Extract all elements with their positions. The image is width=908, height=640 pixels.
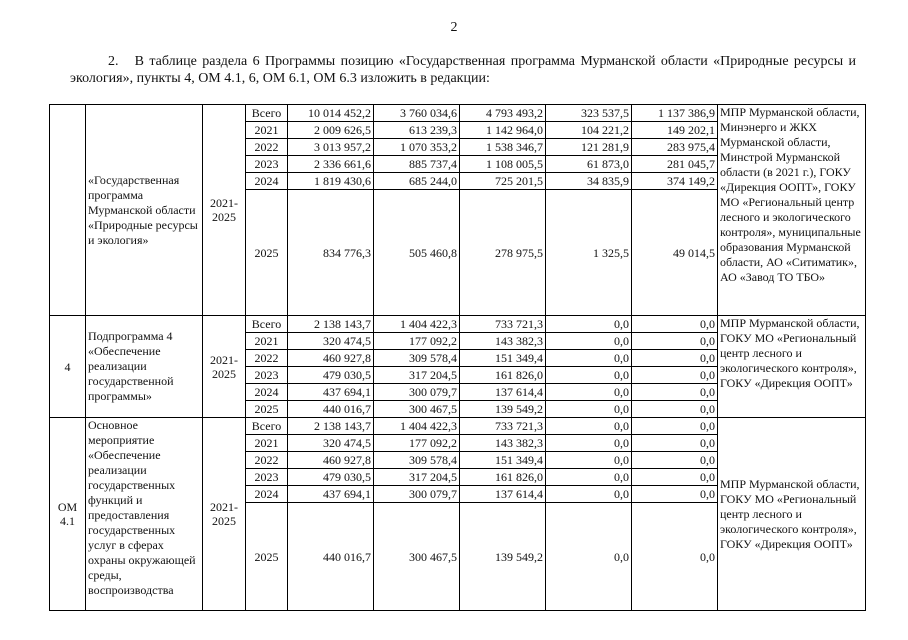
value-cell: 479 030,5 — [288, 367, 374, 384]
value-cell: 2 138 143,7 — [288, 316, 374, 333]
year-cell: 2024 — [246, 173, 288, 190]
value-cell: 34 835,9 — [546, 173, 632, 190]
value-cell: 0,0 — [632, 333, 718, 350]
year-cell: 2025 — [246, 401, 288, 418]
year-cell: 2025 — [246, 190, 288, 316]
value-cell: 0,0 — [546, 401, 632, 418]
row-number: ОМ 4.1 — [50, 418, 86, 611]
value-cell: 151 349,4 — [460, 350, 546, 367]
value-cell: 161 826,0 — [460, 367, 546, 384]
value-cell: 505 460,8 — [374, 190, 460, 316]
table-row — [50, 105, 866, 122]
value-cell: 374 149,2 — [632, 173, 718, 190]
year-cell: Всего — [246, 316, 288, 333]
value-cell: 1 819 430,6 — [288, 173, 374, 190]
value-cell: 149 202,1 — [632, 122, 718, 139]
year-cell: 2021 — [246, 333, 288, 350]
value-cell: 283 975,4 — [632, 139, 718, 156]
value-cell: 151 349,4 — [460, 452, 546, 469]
row-number — [50, 105, 86, 316]
value-cell: 309 578,4 — [374, 452, 460, 469]
program-table — [49, 104, 866, 611]
value-cell: 61 873,0 — [546, 156, 632, 173]
value-cell: 177 092,2 — [374, 435, 460, 452]
year-cell: 2021 — [246, 122, 288, 139]
value-cell: 0,0 — [632, 401, 718, 418]
period: 2021-2025 — [203, 418, 246, 611]
value-cell: 137 614,4 — [460, 384, 546, 401]
value-cell: 479 030,5 — [288, 469, 374, 486]
value-cell: 161 826,0 — [460, 469, 546, 486]
value-cell: 0,0 — [632, 486, 718, 503]
row-number: 4 — [50, 316, 86, 418]
value-cell: 137 614,4 — [460, 486, 546, 503]
value-cell: 2 009 626,5 — [288, 122, 374, 139]
value-cell: 733 721,3 — [460, 418, 546, 435]
year-cell: 2023 — [246, 469, 288, 486]
value-cell: 0,0 — [546, 418, 632, 435]
value-cell: 317 204,5 — [374, 469, 460, 486]
value-cell: 0,0 — [632, 384, 718, 401]
year-cell: 2022 — [246, 452, 288, 469]
value-cell: 0,0 — [632, 435, 718, 452]
value-cell: 0,0 — [546, 469, 632, 486]
value-cell: 1 404 422,3 — [374, 418, 460, 435]
value-cell: 885 737,4 — [374, 156, 460, 173]
value-cell: 460 927,8 — [288, 452, 374, 469]
value-cell: 437 694,1 — [288, 384, 374, 401]
year-cell: 2023 — [246, 367, 288, 384]
value-cell: 143 382,3 — [460, 333, 546, 350]
value-cell: 323 537,5 — [546, 105, 632, 122]
year-cell: 2021 — [246, 435, 288, 452]
value-cell: 0,0 — [632, 418, 718, 435]
responsible-executors: МПР Мурманской области, ГОКУ МО «Региональный центр лесного и экологического контроля», ГОКУ «Дирекция ООПТ» — [718, 316, 866, 418]
year-cell: Всего — [246, 418, 288, 435]
value-cell: 440 016,7 — [288, 503, 374, 611]
program-name: Подпрограмма 4 «Обеспечение реализации государственной программы» — [86, 316, 203, 418]
value-cell: 121 281,9 — [546, 139, 632, 156]
program-name: «Государственная программа Мурманской области «Природные ресурсы и экология» — [86, 105, 203, 316]
value-cell: 10 014 452,2 — [288, 105, 374, 122]
value-cell: 0,0 — [632, 316, 718, 333]
value-cell: 0,0 — [632, 503, 718, 611]
page-number: 2 — [450, 20, 458, 35]
value-cell: 2 138 143,7 — [288, 418, 374, 435]
intro-paragraph: 2. В таблице раздела 6 Программы позицию «Государственная программа Мурманской области «Природные ресурсы и экология», пункты 4, ОМ 4.1, 6, ОМ 6.1, ОМ 6.3 изложить в редакции: — [70, 54, 856, 86]
value-cell: 834 776,3 — [288, 190, 374, 316]
value-cell: 3 760 034,6 — [374, 105, 460, 122]
value-cell: 143 382,3 — [460, 435, 546, 452]
year-cell: 2024 — [246, 384, 288, 401]
value-cell: 281 045,7 — [632, 156, 718, 173]
value-cell: 139 549,2 — [460, 401, 546, 418]
value-cell: 0,0 — [546, 452, 632, 469]
year-cell: 2023 — [246, 156, 288, 173]
value-cell: 278 975,5 — [460, 190, 546, 316]
value-cell: 300 079,7 — [374, 486, 460, 503]
value-cell: 0,0 — [546, 486, 632, 503]
value-cell: 1 070 353,2 — [374, 139, 460, 156]
value-cell: 3 013 957,2 — [288, 139, 374, 156]
value-cell: 1 108 005,5 — [460, 156, 546, 173]
value-cell: 0,0 — [546, 435, 632, 452]
year-cell: 2025 — [246, 503, 288, 611]
value-cell: 0,0 — [546, 503, 632, 611]
year-cell: 2022 — [246, 139, 288, 156]
year-cell: 2024 — [246, 486, 288, 503]
value-cell: 0,0 — [546, 333, 632, 350]
value-cell: 320 474,5 — [288, 435, 374, 452]
value-cell: 0,0 — [546, 367, 632, 384]
value-cell: 437 694,1 — [288, 486, 374, 503]
responsible-executors: МПР Мурманской области, ГОКУ МО «Региональный центр лесного и экологического контроля», ГОКУ «Дирекция ООПТ» — [718, 418, 866, 611]
value-cell: 300 467,5 — [374, 503, 460, 611]
value-cell: 725 201,5 — [460, 173, 546, 190]
value-cell: 300 467,5 — [374, 401, 460, 418]
value-cell: 0,0 — [632, 469, 718, 486]
value-cell: 300 079,7 — [374, 384, 460, 401]
value-cell: 177 092,2 — [374, 333, 460, 350]
value-cell: 460 927,8 — [288, 350, 374, 367]
value-cell: 2 336 661,6 — [288, 156, 374, 173]
value-cell: 1 538 346,7 — [460, 139, 546, 156]
period: 2021-2025 — [203, 105, 246, 316]
value-cell: 1 404 422,3 — [374, 316, 460, 333]
year-cell: 2022 — [246, 350, 288, 367]
responsible-executors: МПР Мурманской области, Минэнерго и ЖКХ Мурманской области, Минстрой Мурманской области (в 2021 г.), ГОКУ «Дирекция ООПТ», ГОКУ МО «Региональный центр лесного и экологического контроля», муниципальные образования Мурманской области, АО «Ситиматик», АО «Завод ТО ТБО» — [718, 105, 866, 316]
value-cell: 139 549,2 — [460, 503, 546, 611]
value-cell: 0,0 — [546, 384, 632, 401]
value-cell: 320 474,5 — [288, 333, 374, 350]
value-cell: 309 578,4 — [374, 350, 460, 367]
value-cell: 4 793 493,2 — [460, 105, 546, 122]
value-cell: 0,0 — [632, 452, 718, 469]
table-row — [50, 316, 866, 333]
value-cell: 1 142 964,0 — [460, 122, 546, 139]
value-cell: 317 204,5 — [374, 367, 460, 384]
value-cell: 0,0 — [632, 367, 718, 384]
year-cell: Всего — [246, 105, 288, 122]
value-cell: 440 016,7 — [288, 401, 374, 418]
value-cell: 1 137 386,9 — [632, 105, 718, 122]
value-cell: 104 221,2 — [546, 122, 632, 139]
value-cell: 733 721,3 — [460, 316, 546, 333]
value-cell: 0,0 — [546, 350, 632, 367]
value-cell: 1 325,5 — [546, 190, 632, 316]
value-cell: 685 244,0 — [374, 173, 460, 190]
value-cell: 613 239,3 — [374, 122, 460, 139]
period: 2021-2025 — [203, 316, 246, 418]
table-row — [50, 418, 866, 435]
program-name: Основное мероприятие «Обеспечение реализации государственных функций и предоставления государственных услуг в сферах охраны окружающей среды, воспроизводства — [86, 418, 203, 611]
value-cell: 0,0 — [632, 350, 718, 367]
value-cell: 0,0 — [546, 316, 632, 333]
value-cell: 49 014,5 — [632, 190, 718, 316]
